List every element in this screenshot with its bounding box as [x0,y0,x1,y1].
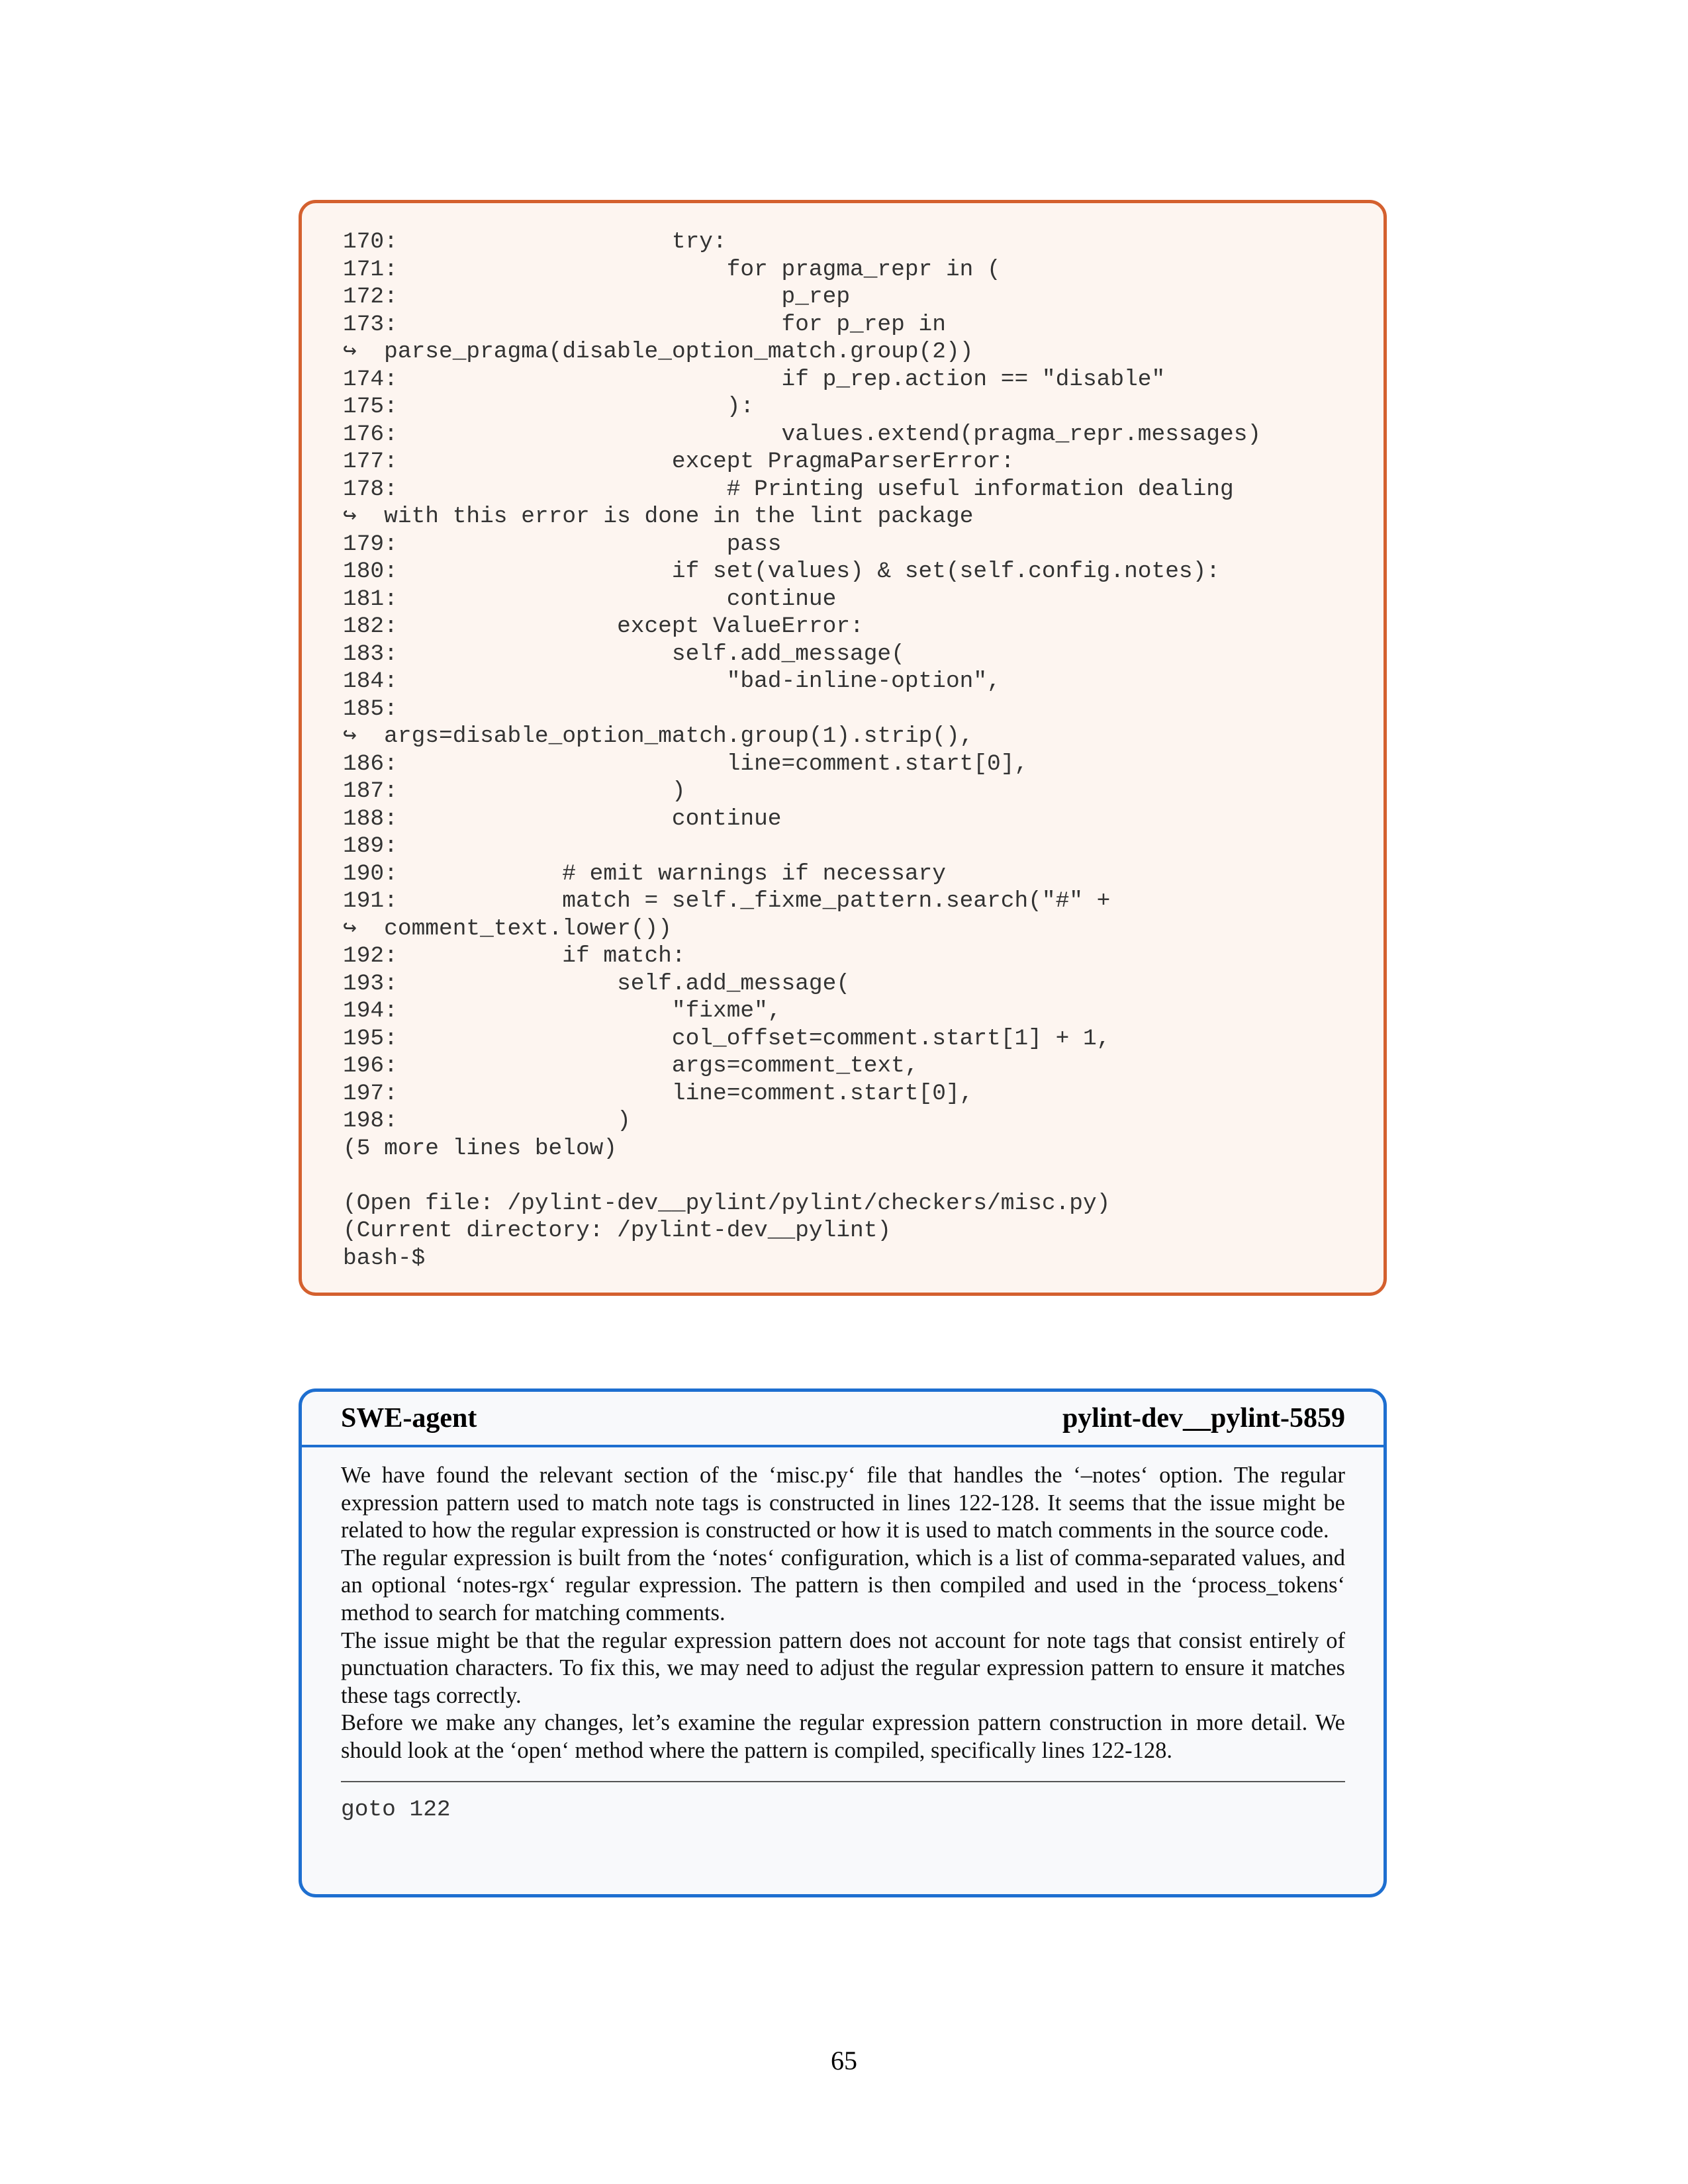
instance-id: pylint-dev__pylint-5859 [1062,1403,1345,1433]
terminal-output-box [299,200,1387,1296]
thought-paragraph: The regular expression is built from the ‘notes‘ configuration, which is a list of comma-separated values, and an optional ‘notes-rgx‘ regular expression. The pattern is then compiled and used in the ‘process_tokens‘ method to search for matching comments. [341,1545,1345,1625]
terminal-code: 170: try: 171: for pragma_repr in ( 172: p_rep 173: for p_rep in ↪ parse_pragma(disable_option_match.group(2)) 174: if p_rep.action == "disable" 175: ): 176: values.extend(pragma_repr.messages) 177: except PragmaParserError: 178: # Printing useful information dealing ↪ with this error is done in the lint package 179: pass 180: if set(values) & set(self.config.notes): 181: continue 182: except ValueError: 183: self.add_message( 184: "bad-inline-option", 185: ↪ args=disable_option_match.group(1).strip(), 186: line=comment.start[0], 187: ) 188: continue 189: 190: # emit warnings if necessary 191: match = self._fixme_pattern.search("#" + ↪ comment_text.lower()) 192: if match: 193: self.add_message( 194: "fixme", 195: col_offset=comment.start[1] + 1, 196: args=comment_text, 197: line=comment.start[0], 198: ) (5 more lines below) (Open file: /pylint-dev__pylint/pylint/checkers/misc.py) (Current directory: /pylint-dev__pylint) bash-$ [343,229,1262,1271]
thought-paragraph: Before we make any changes, let’s examine the regular expression pattern construction in more detail. We should look at the ‘open‘ method where the pattern is compiled, specifically lines 122-128. [341,1710,1345,1763]
page-number: 65 [831,2046,857,2075]
agent-command: goto 122 [341,1796,451,1823]
thought-paragraph: The issue might be that the regular expression pattern does not account for note tags that consist entirely of punctuation characters. To fix this, we may need to adjust the regular expression pattern to ensure it matches these tags correctly. [341,1627,1345,1708]
thought-paragraph: We have found the relevant section of the ‘misc.py‘ file that handles the ‘–notes‘ option. The regular expression pattern used to match note tags is constructed in lines 122-128. It seems that the issue might be related to how the regular expression is constructed or how it is used to match comments in the source code. [341,1463,1345,1543]
divider [341,1781,1345,1782]
agent-message-box [299,1388,1387,1897]
agent-name: SWE-agent [341,1403,477,1433]
agent-thought [302,1447,1383,1765]
agent-header [302,1392,1383,1447]
